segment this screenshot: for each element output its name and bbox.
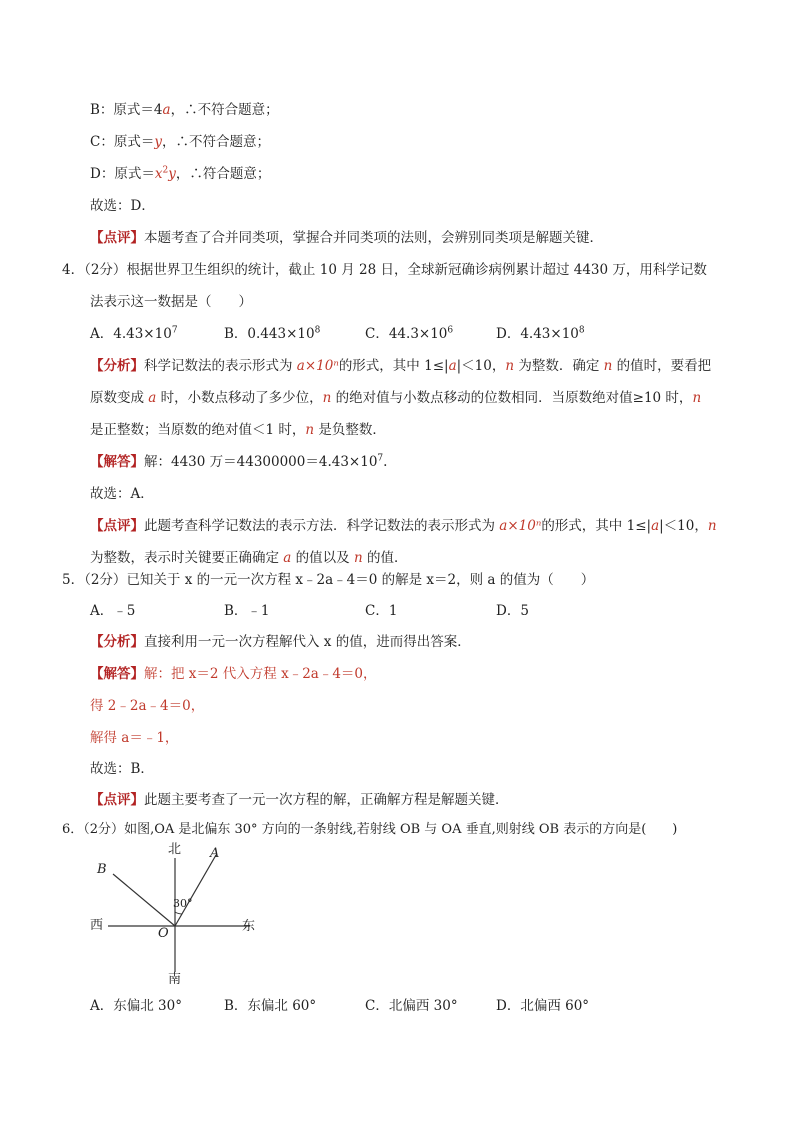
q6-stem <box>62 820 677 840</box>
q6-opt-b-value: 东偏北 60° <box>247 998 317 1014</box>
q6-opt-d-value: 北偏西 60° <box>520 998 590 1014</box>
q4-a1b: 的形式，其中 1≤| <box>338 358 449 374</box>
q4-a2c: 的绝对值与小数点移动的位数相同．当原数绝对值≥10 时， <box>331 390 693 406</box>
north-label: 北 <box>168 842 182 857</box>
q4-a1d: 为整数．确定 <box>514 358 604 374</box>
q5-stem <box>62 570 594 590</box>
q4-solution-tag: 【解答】 <box>90 454 144 470</box>
angle-arc <box>175 912 182 914</box>
comment-text: 本题考查了合并同类项，掌握合并同类项的法则，会辨别同类项是解题关键． <box>144 230 603 246</box>
q5-option-a <box>90 601 135 621</box>
q4-c1a: 此题考查科学记数法的表示方法．科学记数法的表示形式为 <box>144 518 500 534</box>
q5-score: （2分） <box>84 572 127 588</box>
q4-choice: 故选：A． <box>90 486 154 502</box>
q4-number: 4． <box>62 262 85 278</box>
q4-c2c: 的值． <box>362 550 408 566</box>
option-b-solution <box>90 100 279 120</box>
q4-c1c: |＜10， <box>659 518 708 534</box>
q5-opt-b-letter: B． <box>224 603 248 619</box>
q5-step1: 得 2﹣2a﹣4＝0， <box>90 698 205 714</box>
q4-a1e: 的值时，要看把 <box>612 358 712 374</box>
q4-opt-c-letter: C． <box>365 326 389 342</box>
q5-opt-a-value: ﹣5 <box>113 603 136 619</box>
q4-c2a: 为整数，表示时关键要正确确定 <box>90 550 284 566</box>
origin-label: O <box>158 926 169 941</box>
q6-stem-text: 如图,OA 是北偏东 30° 方向的一条射线,若射线 OB 与 OA 垂直,则射线 OB 表示的方向是( ) <box>124 822 678 837</box>
compass-lines <box>80 840 280 990</box>
prev-comment <box>90 228 603 248</box>
q5-opt-d-letter: D． <box>496 603 521 619</box>
d-label: D：原式＝ <box>90 166 155 182</box>
q5-option-d <box>496 601 529 621</box>
c-tail: ，∴不符合题意； <box>161 134 270 150</box>
q4-c1-abs: a <box>651 518 660 534</box>
q4-a3-n: n <box>305 422 315 438</box>
q5-option-c <box>365 601 397 621</box>
q4-c1b: 的形式，其中 1≤| <box>541 518 652 534</box>
q6-number: 6． <box>62 822 84 837</box>
q4-c2-var: a <box>283 550 292 566</box>
q5-opt-c-value: 1 <box>388 603 398 619</box>
q5-opt-b-value: ﹣1 <box>247 603 270 619</box>
q5-solution-text: 解：把 x＝2 代入方程 x﹣2a﹣4＝0， <box>144 666 377 682</box>
c-var: y <box>154 134 162 150</box>
q4-opt-d-base: 4.43×10 <box>520 326 579 342</box>
q4-option-d <box>496 324 585 344</box>
q5-analysis-tag: 【分析】 <box>90 634 144 650</box>
q4-opt-c-exp: 6 <box>447 325 454 336</box>
q4-a2-n2: n <box>692 390 702 406</box>
q4-c1-n: n <box>707 518 717 534</box>
q5-step2: 解得 a＝﹣1， <box>90 730 179 746</box>
q4-analysis-tag: 【分析】 <box>90 358 144 374</box>
d-tail: ，∴符合题意； <box>175 166 271 182</box>
q4-analysis-line1 <box>90 356 711 376</box>
q4-solution-exp: 7 <box>377 453 384 464</box>
b-label: B：原式＝4 <box>90 102 163 118</box>
q6-opt-b-letter: B． <box>224 998 248 1014</box>
south-label: 南 <box>168 972 182 987</box>
q5-choice: 故选：B． <box>90 761 154 777</box>
q4-c2-n: n <box>353 550 363 566</box>
compass-diagram <box>80 840 280 990</box>
q4-analysis-line2 <box>90 388 701 408</box>
east-label: 东 <box>242 919 256 934</box>
q4-opt-b-base: 0.443×10 <box>247 326 315 342</box>
b-var: a <box>162 102 171 118</box>
q4-solution <box>90 452 387 472</box>
q5-number: 5． <box>62 572 85 588</box>
q5-stem-text: 已知关于 x 的一元一次方程 x﹣2a﹣4＝0 的解是 x＝2，则 a 的值为（ ） <box>126 572 595 588</box>
q4-a1-formula: a×10ⁿ <box>296 358 339 374</box>
b-tail: ，∴不符合题意； <box>170 102 279 118</box>
q4-option-a <box>90 324 178 344</box>
angle-label: 30° <box>173 897 193 910</box>
q6-option-c <box>365 996 458 1016</box>
q4-option-c <box>365 324 453 344</box>
q6-option-b <box>224 996 316 1016</box>
q5-opt-d-value: 5 <box>520 603 529 619</box>
prev-choice: 故选：D． <box>90 198 155 214</box>
q4-option-b <box>224 324 320 344</box>
q5-analysis-text: 直接利用一元一次方程解代入 x 的值，进而得出答案． <box>144 634 471 650</box>
q6-score: （2分） <box>83 822 125 837</box>
ray-oa <box>175 855 216 926</box>
point-b-label: B <box>97 862 107 877</box>
q4-opt-b-exp: 8 <box>314 325 321 336</box>
q4-stem1: 根据世界卫生组织的统计，截止 10 月 28 日，全球新冠确诊病例累计超过 4430 万，用科学记数 <box>126 262 707 278</box>
ray-ob <box>113 874 175 926</box>
west-label: 西 <box>90 918 104 933</box>
q4-comment-line2 <box>90 548 407 568</box>
q4-opt-a-exp: 7 <box>171 325 178 336</box>
q4-a2a: 原数变成 <box>90 390 149 406</box>
q4-a1-abs: a <box>448 358 457 374</box>
q4-c1-formula: a×10ⁿ <box>499 518 542 534</box>
q4-opt-c-base: 44.3×10 <box>388 326 448 342</box>
point-a-label: A <box>210 846 220 861</box>
d-y: y <box>168 166 176 182</box>
q5-analysis <box>90 632 471 652</box>
q4-a3b: 是负整数． <box>314 422 386 438</box>
q4-score: （2分） <box>84 262 127 278</box>
q4-a1-n: n <box>505 358 515 374</box>
q4-a2b: 时，小数点移动了多少位， <box>156 390 323 406</box>
q4-c2b: 的值以及 <box>291 550 354 566</box>
q4-opt-b-letter: B． <box>224 326 248 342</box>
q5-comment <box>90 790 509 810</box>
q5-comment-text: 此题主要考查了一元一次方程的解，正确解方程是解题关键． <box>144 792 509 808</box>
q6-opt-c-value: 北偏西 30° <box>388 998 458 1014</box>
q6-opt-a-value: 东偏北 30° <box>113 998 182 1014</box>
q4-a3a: 是正整数；当原数的绝对值＜1 时， <box>90 422 306 438</box>
d-x: x <box>154 166 163 182</box>
q5-solution-tag: 【解答】 <box>90 666 144 682</box>
option-d-solution <box>90 164 270 184</box>
q4-opt-a-base: 4.43×10 <box>113 326 172 342</box>
q4-a1a: 科学记数法的表示形式为 <box>144 358 297 374</box>
q6-opt-d-letter: D． <box>496 998 521 1014</box>
q5-opt-c-letter: C． <box>365 603 389 619</box>
q4-a2-var: a <box>148 390 157 406</box>
d-exp: 2 <box>162 165 169 176</box>
option-c-solution <box>90 132 270 152</box>
c-label: C：原式＝ <box>90 134 155 150</box>
q5-solution <box>90 664 377 684</box>
q6-option-a <box>90 996 182 1016</box>
q4-opt-d-letter: D． <box>496 326 521 342</box>
q6-option-d <box>496 996 589 1016</box>
q6-opt-c-letter: C． <box>365 998 389 1014</box>
q5-option-b <box>224 601 270 621</box>
q4-solution-text: 解：4430 万＝44300000＝4.43×10 <box>144 454 378 470</box>
q4-a1-n2: n <box>603 358 613 374</box>
q4-solution-end: . <box>383 454 388 470</box>
q4-comment-tag: 【点评】 <box>90 518 144 534</box>
comment-tag: 【点评】 <box>90 230 144 246</box>
q4-a2-n: n <box>322 390 332 406</box>
q4-a1c: |＜10， <box>456 358 506 374</box>
q4-comment-line1 <box>90 516 717 536</box>
q4-opt-a-letter: A． <box>90 326 114 342</box>
q6-opt-a-letter: A． <box>90 998 114 1014</box>
q5-opt-a-letter: A． <box>90 603 114 619</box>
q4-stem-line2: 法表示这一数据是（ ） <box>90 294 252 310</box>
q4-opt-d-exp: 8 <box>578 325 585 336</box>
q5-comment-tag: 【点评】 <box>90 792 144 808</box>
q4-analysis-line3 <box>90 420 386 440</box>
q4-stem-line1 <box>62 260 707 280</box>
